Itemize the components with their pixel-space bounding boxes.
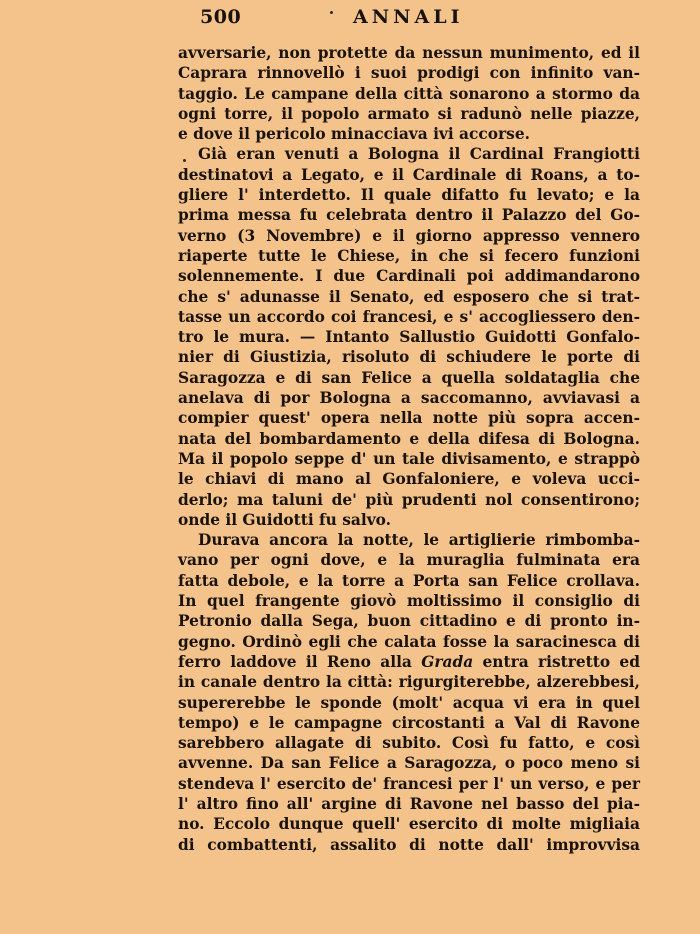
text-line: verno (3 Novembre) e il giorno appresso vennero xyxy=(178,226,640,245)
text-line: di combattenti, assalito di notte dall' improvvisa xyxy=(178,835,640,854)
running-head: ANNALI xyxy=(353,6,464,28)
text-line: riaperte tutte le Chiese, in che si fecero funzioni xyxy=(178,246,640,265)
text-line: e dove il pericolo minacciava ivi accorse. xyxy=(178,125,530,144)
body-text xyxy=(178,43,640,855)
text-line: derlo; ma taluni de' più prudenti nol consentirono; xyxy=(178,490,640,509)
text-line: anelava di por Bologna a saccomanno, avviavasi a xyxy=(178,389,640,408)
text-line: gegno. Ordinò egli che calata fosse la saracinesca di xyxy=(178,632,640,651)
text-line: In quel frangente giovò moltissimo il consiglio di xyxy=(178,592,640,611)
text-line: taggio. Le campane della città sonarono a stormo da xyxy=(178,84,640,103)
text-line: tro le mura. — Intanto Sallustio Guidotti Gonfalo- xyxy=(178,328,640,347)
text-line: no. Eccolo dunque quell' esercito di molte migliaia xyxy=(178,815,640,834)
text-line: ogni torre, il popolo armato si radunò nelle piazze, xyxy=(178,104,640,123)
text-line: Saragozza e di san Felice a quella soldataglia che xyxy=(178,368,640,387)
page-header xyxy=(0,6,700,30)
print-speck xyxy=(183,159,186,162)
text-line: Petronio dalla Sega, buon cittadino e di pronto in- xyxy=(178,612,640,631)
text-line: nata del bombardamento e della difesa di Bologna. xyxy=(178,429,640,448)
text-line: onde il Guidotti fu salvo. xyxy=(178,510,391,529)
text-line: compier quest' opera nella notte più sopra accen- xyxy=(178,409,640,428)
text-line: avversarie, non protette da nessun munimento, ed il xyxy=(178,44,640,62)
text-line: gliere l' interdetto. Il quale difatto fu levato; e la xyxy=(178,186,640,205)
text-line: avvenne. Da san Felice a Saragozza, o poco meno si xyxy=(178,754,640,773)
text-line: tempo) e le campagne circostanti a Val di Ravone xyxy=(178,713,640,732)
text-line: ferro laddove il Reno alla Grada entra ristretto ed xyxy=(178,652,640,671)
page-number: 500 xyxy=(200,6,242,28)
text-line: stendeva l' esercito de' francesi per l' un verso, e per xyxy=(178,774,640,793)
text-line: l' altro fino all' argine di Ravone nel basso del pia- xyxy=(178,794,640,813)
italic-word: Grada xyxy=(421,652,474,671)
text-line: Ma il popolo seppe d' un tale divisamento, e strappò xyxy=(178,449,640,468)
text-line: Già eran venuti a Bologna il Cardinal Frangiotti xyxy=(198,145,640,164)
text-line: in canale dentro la città: rigurgiterebbe, alzerebbesi, xyxy=(178,673,640,692)
text-line: sarebbero allagate di subito. Così fu fatto, e così xyxy=(178,734,640,753)
text-line: Durava ancora la notte, le artiglierie rimbomba- xyxy=(198,531,640,550)
text-line: destinatovi a Legato, e il Cardinale di Roans, a to- xyxy=(178,165,640,184)
print-speck xyxy=(330,11,333,14)
text-line: che s' adunasse il Senato, ed esposero che si trat- xyxy=(178,287,640,306)
text-line: vano per ogni dove, e la muraglia fulminata era xyxy=(178,551,640,570)
text-line: solennemente. I due Cardinali poi addimandarono xyxy=(178,267,640,286)
text-line: supererebbe le sponde (molt' acqua vi era in quel xyxy=(178,693,640,712)
text-line: Caprara rinnovellò i suoi prodigi con infinito van- xyxy=(178,64,640,83)
text-line: nier di Giustizia, risoluto di schiudere le porte di xyxy=(178,348,640,367)
text-line: tasse un accordo coi francesi, e s' accogliessero den- xyxy=(178,307,640,326)
text-line: le chiavi di mano al Gonfaloniere, e voleva ucci- xyxy=(178,470,640,489)
text-line: prima messa fu celebrata dentro il Palazzo del Go- xyxy=(178,206,640,225)
text-line: fatta debole, e la torre a Porta san Felice crollava. xyxy=(178,571,640,590)
